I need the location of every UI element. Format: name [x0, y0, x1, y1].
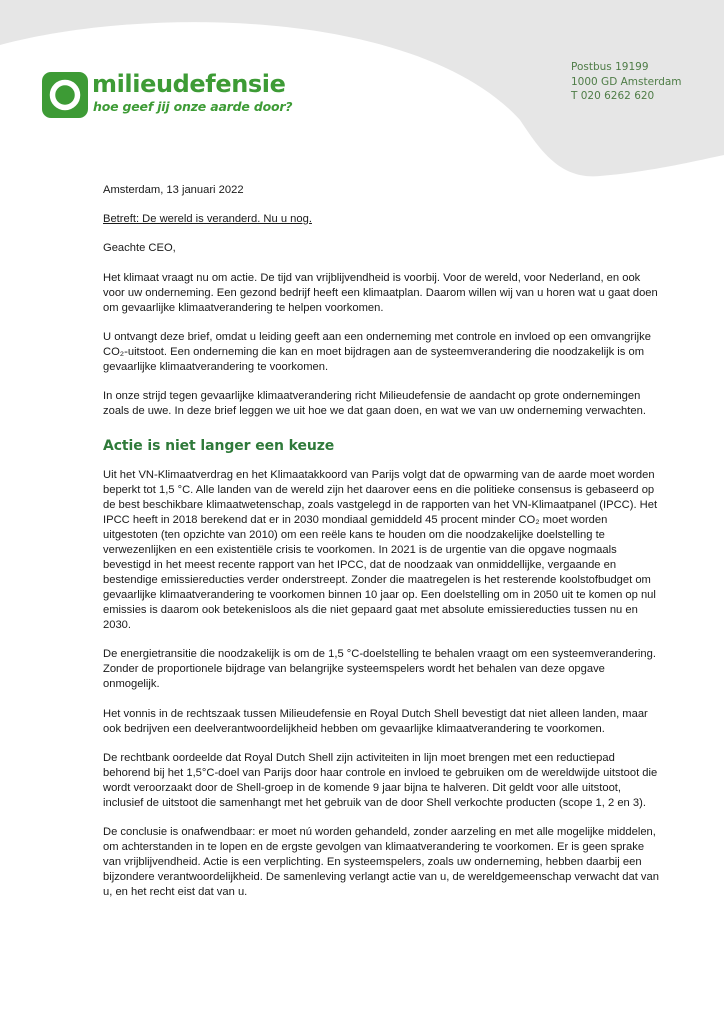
- paragraph: De energietransitie die noodzakelijk is om de 1,5 °C-doelstelling te behalen vraagt om een systeemverandering. Zonder de proportionele bijdrage van belangrijke systeemspelers wordt het behalen van deze opgave onmogelijk.: [103, 648, 656, 691]
- letter-salutation: Geachte CEO,: [103, 242, 176, 255]
- paragraph: De conclusie is onafwendbaar: er moet nú worden gehandeld, zonder aarzeling en met alle mogelijke middelen, om achterstanden in te lopen en de ergste gevolgen van klimaatverandering te voorkomen. Er is geen sprake van vrijblijvendheid. Actie is een verplichting. En systeemspelers, zoals uw onderneming, hebben daarbij een bijzondere verantwoordelijkheid. De samenleving verlangt actie van u, de wereldgemeenschap verwacht dat van u, en het recht eist dat van u.: [103, 826, 659, 899]
- milieudefensie-logo: [42, 72, 302, 122]
- sender-address: [571, 60, 682, 104]
- paragraph: De rechtbank oordeelde dat Royal Dutch Shell zijn activiteiten in lijn moet brengen met een reductiepad behorend bij het 1,5°C-doel van Parijs door haar controle en invloed te gebruiken om de wereldwijde uitstoot die wordt veroorzaakt door de Shell-groep in de komende 9 jaar bijna te halveren. Dit geldt voor alle uitstoot, inclusief de uitstoot die samenhangt met het gebruik van de door Shell verkochte producten (scope 1, 2 en 3).: [103, 752, 658, 810]
- letter-date: Amsterdam, 13 januari 2022: [103, 184, 244, 196]
- paragraph: Uit het VN-Klimaatverdrag en het Klimaatakkoord van Parijs volgt dat de opwarming van de aarde moet worden beperkt tot 1,5 °C. Alle landen van de wereld zijn het daarover eens en die politieke consensus is gebaseerd op de best beschikbare klimaatwetenschap, zoals vastgelegd in de rapporten van het VN-Klimaatpanel (IPCC). Het IPCC heeft in 2018 berekend dat er in 2030 mondiaal gemiddeld 45 procent minder CO₂ moet worden uitgestoten (ten opzichte van 2010) om een reële kans te houden om die noodzakelijke doelstelling te verwezenlijken en een existentiële crisis te voorkomen. In 2021 is de urgentie van die opgave nogmaals bevestigd in het meest recente rapport van het IPCC, dat de noodzaak van onmiddellijke, vergaande en bestendige emissiereducties verder onderstreept. Zonder die maatregelen is het resterende koolstofbudget om gevaarlijke klimaatverandering te voorkomen binnen 10 jaar op. Een doelstelling om in 2050 uit te komen op nul emissies is daarom ook betekenisloos als die niet gepaard gaat met absolute emissiereducties tussen nu en 2030.: [103, 469, 658, 632]
- paragraph: In onze strijd tegen gevaarlijke klimaatverandering richt Milieudefensie de aandacht op grote ondernemingen zoals de uwe. In deze brief leggen we uit hoe we dat gaan doen, en wat we van uw onderneming verwachten.: [103, 390, 646, 418]
- letter-body: [103, 183, 663, 915]
- letter-subject: Betreft: De wereld is veranderd. Nu u nog.: [103, 213, 312, 225]
- paragraph: Het klimaat vraagt nu om actie. De tijd van vrijblijvendheid is voorbij. Voor de wereld, voor Nederland, en ook voor uw onderneming. Een gezond bedrijf heeft een klimaatplan. Daarom willen wij van u horen wat u gaat doen om gevaarlijke klimaatverandering te helpen voorkomen.: [103, 271, 658, 314]
- brand-tagline: hoe geef jij onze aarde door?: [93, 99, 293, 114]
- ring-icon: [42, 72, 88, 118]
- address-phone: T 020 6262 620: [571, 90, 655, 102]
- paragraph: U ontvangt deze brief, omdat u leiding geeft aan een onderneming met controle en invloed op een omvangrijke CO₂-uitstoot. Een onderneming die kan en moet bijdragen aan de systeemverandering die noodzakelijk is om gevaarlijke klimaatverandering te voorkomen.: [103, 330, 651, 373]
- section-heading: Actie is niet langer een keuze: [103, 438, 335, 455]
- brand-name: milieudefensie: [92, 70, 286, 98]
- address-postbus: Postbus 19199: [571, 61, 649, 73]
- paragraph: Het vonnis in de rechtszaak tussen Milieudefensie en Royal Dutch Shell bevestigt dat niet alleen landen, maar ook bedrijven een deelverantwoordelijkheid hebben om gevaarlijke klimaatverandering te voorkomen.: [103, 707, 648, 735]
- address-city: 1000 GD Amsterdam: [571, 75, 682, 88]
